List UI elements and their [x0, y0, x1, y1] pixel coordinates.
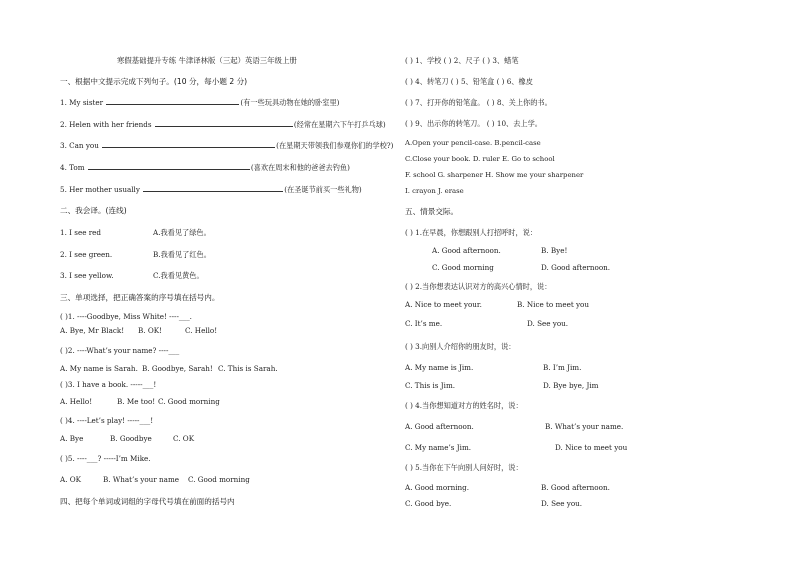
item-hint: (有一些玩具动物在她的卧室里)	[240, 98, 340, 107]
dialog-option-a[interactable]: A. My name is Jim.	[405, 363, 474, 372]
match-english-2[interactable]: 2. I see green.	[60, 250, 113, 259]
match-chinese-c[interactable]: C.我看见黄色。	[153, 271, 204, 280]
dialog-option-c[interactable]: C. Good morning	[432, 263, 494, 272]
dialog-question-4: ( ) 4.当你想知道对方的姓名时，说：	[405, 401, 523, 410]
dialog-question-3: ( ) 3.向别人介绍你的朋友时，说：	[405, 342, 516, 351]
choice-option-c[interactable]: C. OK	[173, 434, 195, 443]
answer-blank[interactable]	[106, 97, 239, 105]
choice-question-3: ( )3. I have a book. -----___!	[60, 380, 157, 389]
choice-question-2: ( )2. ----What’s your name? ----___	[60, 346, 180, 355]
vocab-options-row-4: I. crayon J. erase	[405, 187, 464, 195]
section3-heading: 三、单项选择，把正确答案的序号填在括号内。	[60, 293, 220, 302]
sentence-item-2	[60, 119, 386, 129]
item-prefix: 1. My sister	[60, 98, 104, 107]
dialog-question-5: ( ) 5.当你在下午向别人问好时，说：	[405, 463, 523, 472]
dialog-option-a[interactable]: A. Good afternoon.	[405, 422, 474, 431]
vocab-options-row-3: F. school G. sharpener H. Show me your sharpener	[405, 171, 584, 179]
answer-blank[interactable]	[102, 140, 275, 148]
vocab-row-2: ( ) 4、转笔刀 ( ) 5、铅笔盒 ( ) 6、橡皮	[405, 77, 533, 86]
match-chinese-a[interactable]: A.我看见了绿色。	[153, 228, 211, 237]
dialog-option-d[interactable]: D. See you.	[541, 499, 583, 508]
section2-heading: 二、我会译。(连线)	[60, 206, 127, 215]
dialog-question-1: ( ) 1.在早晨，你想跟别人打招呼时，说：	[405, 228, 538, 237]
dialog-option-d[interactable]: D. Nice to meet you	[555, 443, 628, 452]
sentence-item-5	[60, 184, 362, 194]
choice-option-b[interactable]: B. Goodbye	[110, 434, 152, 443]
item-prefix: 3. Can you	[60, 141, 99, 150]
choice-question-4: ( )4. ----Let’s play! -----___!	[60, 416, 154, 425]
choice-option-b[interactable]: B. Goodbye, Sarah!	[142, 364, 213, 373]
sentence-item-3	[60, 140, 393, 150]
answer-blank[interactable]	[88, 162, 250, 170]
item-hint: (喜欢在周末和他的爸爸去钓鱼)	[250, 163, 350, 172]
section1-heading: 一、根据中文提示完成下列句子。(10 分，每小题 2 分)	[60, 77, 248, 86]
match-english-3[interactable]: 3. I see yellow.	[60, 271, 114, 280]
vocab-options-row-2: C.Close your book. D. ruler E. Go to school	[405, 155, 555, 163]
dialog-option-c[interactable]: C. This is Jim.	[405, 381, 456, 390]
dialog-option-d[interactable]: D. See you.	[527, 319, 569, 328]
choice-option-a[interactable]: A. My name is Sarah.	[60, 364, 138, 373]
dialog-option-b[interactable]: B. Good afternoon.	[541, 483, 610, 492]
choice-option-a[interactable]: A. Hello!	[60, 397, 93, 406]
match-chinese-b[interactable]: B.我看见了红色。	[153, 250, 211, 259]
dialog-question-2: ( ) 2.当你想表达认识对方的高兴心情时，说：	[405, 282, 552, 291]
choice-option-c[interactable]: C. Hello!	[185, 326, 218, 335]
item-hint: (经常在星期六下午打乒乓球)	[293, 120, 386, 129]
dialog-option-a[interactable]: A. Good morning.	[405, 483, 470, 492]
choice-option-c[interactable]: C. This is Sarah.	[218, 364, 278, 373]
choice-option-b[interactable]: B. Me too!	[117, 397, 156, 406]
item-prefix: 5. Her mother usually	[60, 185, 140, 194]
match-english-1[interactable]: 1. I see red	[60, 228, 102, 237]
choice-option-a[interactable]: A. OK	[60, 475, 82, 484]
sentence-item-4	[60, 162, 350, 172]
item-prefix: 4. Tom	[60, 163, 85, 172]
dialog-option-a[interactable]: A. Good afternoon.	[432, 246, 501, 255]
dialog-option-c[interactable]: C. Good bye.	[405, 499, 452, 508]
dialog-option-b[interactable]: B. Bye!	[541, 246, 568, 255]
choice-question-1: ( )1. ----Goodbye, Miss White! ----___.	[60, 312, 192, 321]
dialog-option-c[interactable]: C. It’s me.	[405, 319, 443, 328]
vocab-row-1: ( ) 1、学校 ( ) 2、尺子 ( ) 3、蜡笔	[405, 56, 519, 65]
page-title: 寒假基础提升专练 牛津译林版（三起）英语三年级上册	[117, 56, 297, 65]
choice-option-a[interactable]: A. Bye, Mr Black!	[60, 326, 125, 335]
dialog-option-a[interactable]: A. Nice to meet your.	[405, 300, 482, 309]
section5-heading: 五、情景交际。	[405, 207, 459, 216]
item-hint: (在圣诞节前买一些礼物)	[284, 185, 362, 194]
item-prefix: 2. Helen with her friends	[60, 120, 152, 129]
dialog-option-c[interactable]: C. My name’s Jim.	[405, 443, 472, 452]
answer-blank[interactable]	[143, 184, 283, 192]
dialog-option-b[interactable]: B. What’s your name.	[545, 422, 624, 431]
dialog-option-d[interactable]: D. Bye bye, Jim	[543, 381, 599, 390]
choice-option-a[interactable]: A. Bye	[60, 434, 84, 443]
choice-option-b[interactable]: B. What’s your name	[103, 475, 180, 484]
section4-heading: 四、把每个单词或词组的字母代号填在前面的括号内	[60, 497, 235, 506]
vocab-row-4: ( ) 9、出示你的转笔刀。 ( ) 10、去上学。	[405, 119, 542, 128]
choice-question-5: ( )5. ----___? -----I’m Mike.	[60, 454, 151, 463]
sentence-item-1	[60, 97, 339, 107]
answer-blank[interactable]	[155, 119, 293, 127]
vocab-options-row-1: A.Open your pencil-case. B.pencil-case	[405, 139, 541, 147]
dialog-option-d[interactable]: D. Good afternoon.	[541, 263, 611, 272]
item-hint: (在星期天带领我们参观你们的学校?)	[276, 141, 394, 150]
dialog-option-b[interactable]: B. I’m Jim.	[543, 363, 582, 372]
choice-option-c[interactable]: C. Good morning	[158, 397, 220, 406]
vocab-row-3: ( ) 7、打开你的铅笔盒。 ( ) 8、关上你的书。	[405, 98, 552, 107]
dialog-option-b[interactable]: B. Nice to meet you	[517, 300, 590, 309]
choice-option-b[interactable]: B. OK!	[138, 326, 163, 335]
choice-option-c[interactable]: C. Good morning	[188, 475, 250, 484]
